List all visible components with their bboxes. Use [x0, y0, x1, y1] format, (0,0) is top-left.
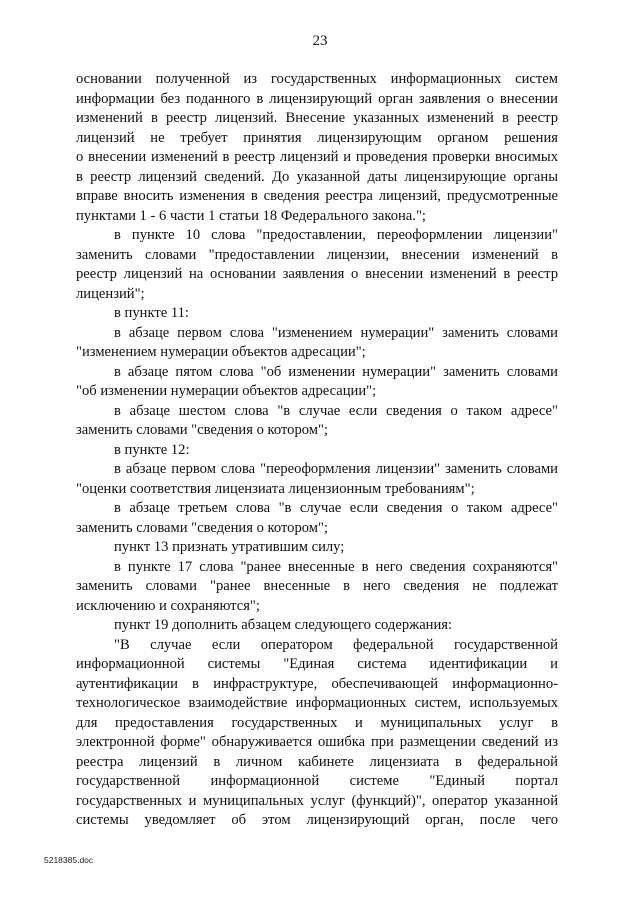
text-line: государственных и муниципальных услуг (функций)", оператор указанной — [76, 792, 558, 809]
text-line: в пункте 12: — [114, 441, 190, 458]
text-line: "оценки соответствия лицензиата лицензионным требованиям"; — [76, 480, 475, 497]
text-line: изменений в реестр лицензий. Внесение указанных изменений в реестр — [76, 110, 558, 126]
footer-doc-id: 5218385.doc — [44, 855, 94, 865]
text-line: пункт 19 дополнить абзацем следующего содержания: — [114, 617, 453, 633]
text-line: в абзаце первом слова "изменением нумерации" заменить словами — [114, 324, 558, 341]
text-line: реестра лицензий в личном кабинете лицензиата в федеральной — [76, 753, 558, 770]
text-line: о внесении изменений в реестр лицензий и проведения проверки вносимых — [76, 149, 558, 165]
text-line: в абзаце третьем слова "в случае если сведения о таком адресе" — [114, 500, 558, 516]
text-line: лицензий не требует принятия лицензирующим органом решения — [76, 129, 558, 146]
text-line: заменить словами "ранее внесенные в него сведения не подлежат — [76, 578, 558, 594]
text-line: "В случае если оператором федеральной государственной — [114, 636, 558, 653]
text-line: в пункте 10 слова "предоставлении, переоформлении лицензии" — [114, 227, 558, 243]
text-line: информационной системы "Единая система идентификации и — [76, 656, 558, 672]
text-line: заменить словами "сведения о котором"; — [76, 519, 329, 536]
text-line: для предоставления государственных и муниципальных услуг в — [76, 714, 558, 731]
text-line: в абзаце первом слова "переоформления лицензии" заменить словами — [114, 461, 558, 477]
text-line: аутентификации в инфраструктуре, обеспечивающей информационно- — [76, 675, 558, 692]
text-line: в реестр лицензий сведений. До указанной даты лицензирующие органы — [76, 168, 558, 185]
document-body — [76, 70, 558, 831]
text-line: заменить словами "сведения о котором"; — [76, 422, 329, 438]
text-line: "об изменении нумерации объектов адресации"; — [76, 383, 377, 399]
text-line: государственной информационной системе "Единый портал — [76, 773, 558, 789]
page-number: 23 — [312, 33, 328, 49]
text-line: в пункте 11: — [114, 305, 189, 321]
text-line: заменить словами "предоставлении лицензии, внесении изменений в — [76, 246, 558, 263]
text-line: реестр лицензий на основании заявления о внесении изменений в реестр — [76, 266, 558, 282]
text-line: в абзаце пятом слова "об изменении нумерации" заменить словами — [114, 363, 558, 380]
text-line: исключению и сохраняются"; — [76, 597, 260, 614]
text-line: в пункте 17 слова "ранее внесенные в него сведения сохраняются" — [114, 558, 558, 575]
text-line: "изменением нумерации объектов адресации"; — [76, 344, 366, 360]
text-line: вправе вносить изменения в сведения реестра лицензий, предусмотренные — [76, 188, 558, 204]
text-line: основании полученной из государственных информационных систем — [76, 71, 558, 87]
text-line: пунктами 1 - 6 части 1 статьи 18 Федерального закона."; — [76, 207, 426, 224]
text-line: в абзаце шестом слова "в случае если сведения о таком адресе" — [114, 402, 558, 419]
text-line: лицензий"; — [76, 285, 145, 302]
text-line: технологическое взаимодействие информационных систем, используемых — [76, 695, 558, 711]
text-line: электронной форме" обнаруживается ошибка при размещении сведений из — [76, 734, 558, 750]
text-line: пункт 13 признать утратившим силу; — [114, 539, 345, 555]
text-line: системы уведомляет об этом лицензирующий орган, после чего — [76, 812, 558, 828]
text-line: информации без поданного в лицензирующий орган заявления о внесении — [76, 90, 558, 107]
